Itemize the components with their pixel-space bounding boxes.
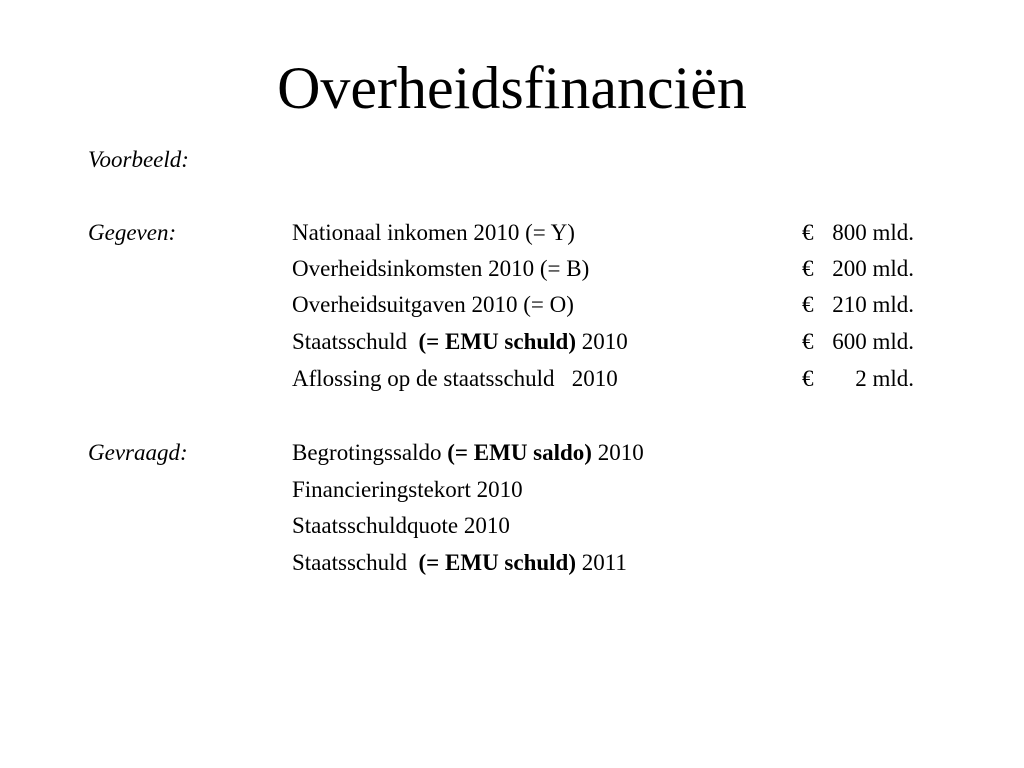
currency-symbol: € [802,329,814,354]
given-item-government-revenue [292,255,589,283]
asked-label: Gevraagd: [88,440,188,465]
asked-item-bold: (= EMU saldo) [447,440,592,465]
given-item-text: Overheidsinkomsten 2010 (= B) [292,256,590,281]
asked-item-financing-deficit [292,476,523,504]
given-item-suffix: 2010 [576,329,628,354]
given-item-text: Overheidsuitgaven 2010 (= O) [292,292,574,317]
amount-value: 800 mld. [832,220,914,245]
asked-item-suffix: 2011 [576,550,627,575]
amount-value: 210 mld. [832,292,914,317]
asked-item-text: Staatsschuldquote 2010 [292,513,510,538]
currency-symbol: € [802,292,814,317]
amount-value: 200 mld. [832,256,914,281]
asked-item-bold: (= EMU schuld) [418,550,577,575]
given-item-national-debt [292,328,628,356]
currency-symbol: € [802,220,814,245]
given-label: Gegeven: [88,220,177,245]
amount-value: 600 mld. [832,329,914,354]
asked-item-text: Begrotingssaldo [292,440,448,465]
given-item-government-spending [292,291,574,319]
asked-item-text: Financieringstekort 2010 [292,477,523,502]
example-label: Voorbeeld: [88,147,189,172]
currency-symbol: € [802,366,814,391]
slide-title: Overheidsfinanciën [277,55,747,121]
asked-item-national-debt-2011 [292,549,627,577]
asked-item-suffix: 2010 [591,440,644,465]
amount-value: 2 mld. [855,366,914,391]
given-item-text: Aflossing op de staatsschuld 2010 [292,366,618,391]
given-item-national-income [292,219,575,247]
asked-item-text: Staatsschuld [292,550,419,575]
given-item-text: Nationaal inkomen 2010 (= Y) [292,220,575,245]
given-item-debt-repayment [292,365,618,393]
given-item-text: Staatsschuld [292,329,419,354]
asked-item-debt-ratio [292,512,510,540]
asked-item-budget-balance [292,439,644,467]
given-item-bold: (= EMU schuld) [418,329,577,354]
currency-symbol: € [802,256,814,281]
